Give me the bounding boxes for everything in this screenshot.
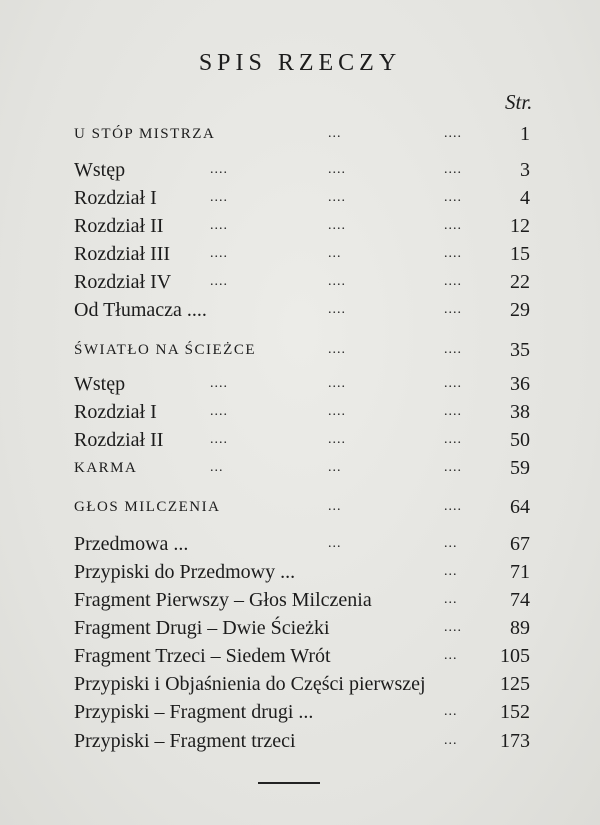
- dot-leader: ...: [444, 733, 458, 748]
- toc-entry-page: 59: [510, 457, 530, 479]
- dot-leader: ....: [210, 246, 228, 261]
- dot-leader: ...: [328, 499, 342, 514]
- toc-entry-label: GŁOS MILCZENIA: [74, 499, 221, 515]
- dot-leader: ....: [328, 376, 346, 391]
- toc-entry: [74, 727, 530, 755]
- toc-entry-label: Przedmowa ...: [74, 533, 189, 555]
- dot-leader: ....: [444, 620, 462, 635]
- toc-entry: [74, 614, 530, 642]
- toc-entry-label: Fragment Trzeci – Siedem Wrót: [74, 645, 331, 667]
- dot-leader: ....: [210, 274, 228, 289]
- page-title: SPIS RZECZY: [198, 50, 402, 76]
- toc-entry-page: 29: [510, 299, 530, 321]
- dot-leader: ....: [444, 162, 462, 177]
- dot-leader: ....: [444, 499, 462, 514]
- toc-entry-page: 12: [510, 215, 530, 237]
- toc-entry-label: Rozdział I: [74, 401, 157, 423]
- toc-entry-label: Rozdział III: [74, 243, 171, 265]
- dot-leader: ....: [444, 342, 462, 357]
- toc-entry-label: Przypiski – Fragment drugi ...: [74, 701, 314, 723]
- toc-entry-page: 38: [510, 401, 530, 423]
- dot-leader: ....: [210, 218, 228, 233]
- dot-leader: ....: [210, 432, 228, 447]
- toc-entry-label: ŚWIATŁO NA ŚCIEŻCE: [74, 342, 256, 358]
- toc-entry: [74, 586, 530, 614]
- dot-leader: ....: [328, 162, 346, 177]
- dot-leader: ...: [444, 564, 458, 579]
- dot-leader: ....: [328, 302, 346, 317]
- toc-entry-label: Przypiski – Fragment trzeci: [74, 730, 296, 752]
- toc-entry: [74, 698, 530, 726]
- toc-entry: [74, 670, 530, 698]
- dot-leader: ....: [328, 404, 346, 419]
- toc-entry-label: U STÓP MISTRZA: [74, 126, 216, 142]
- page-column-header: Str.: [505, 90, 533, 114]
- dot-leader: ....: [444, 404, 462, 419]
- toc-entry-label: Fragment Pierwszy – Głos Milczenia: [74, 589, 372, 611]
- toc-entry-label: Rozdział IV: [74, 271, 172, 293]
- toc-entry: [74, 426, 530, 454]
- closing-rule: [258, 782, 320, 784]
- toc-entry: [74, 398, 530, 426]
- dot-leader: ....: [328, 432, 346, 447]
- toc-entry-page: 74: [510, 589, 530, 611]
- dot-leader: ...: [444, 704, 458, 719]
- toc-entry: [74, 558, 530, 586]
- toc-entry-page: 125: [500, 673, 530, 695]
- dot-leader: ....: [444, 274, 462, 289]
- toc-entry-label: Rozdział II: [74, 215, 164, 237]
- dot-leader: ...: [328, 460, 342, 475]
- toc-entry-page: 50: [510, 429, 530, 451]
- toc-entry: [74, 493, 530, 521]
- dot-leader: ....: [328, 190, 346, 205]
- toc-entry-label: Wstęp: [74, 373, 126, 395]
- dot-leader: ....: [444, 246, 462, 261]
- toc-entry-label: KARMA: [74, 460, 138, 476]
- toc-entry: [74, 642, 530, 670]
- toc-entry-page: 71: [510, 561, 530, 583]
- toc-entry: [74, 240, 530, 268]
- toc-entry: [74, 184, 530, 212]
- dot-leader: ....: [444, 218, 462, 233]
- toc-entry-page: 36: [510, 373, 530, 395]
- toc-entry: [74, 336, 530, 364]
- toc-entry-label: Wstęp: [74, 159, 126, 181]
- dot-leader: ...: [210, 460, 224, 475]
- toc-entry-page: 22: [510, 271, 530, 293]
- toc-entry: [74, 212, 530, 240]
- toc-entry-label: Przypiski do Przedmowy ...: [74, 561, 296, 583]
- toc-entry: [74, 120, 530, 148]
- toc-entry-page: 35: [510, 339, 530, 361]
- dot-leader: ....: [210, 404, 228, 419]
- toc-entry: [74, 454, 530, 482]
- toc-entry: [74, 296, 530, 324]
- toc-entry-label: Od Tłumacza ....: [74, 299, 207, 321]
- toc-entry: [74, 530, 530, 558]
- toc-entry: [74, 370, 530, 398]
- toc-entry-page: 64: [510, 496, 530, 518]
- dot-leader: ....: [328, 342, 346, 357]
- dot-leader: ....: [328, 274, 346, 289]
- toc-entry-page: 89: [510, 617, 530, 639]
- toc-entry: [74, 156, 530, 184]
- dot-leader: ....: [444, 126, 462, 141]
- toc-entry-page: 105: [500, 645, 530, 667]
- dot-leader: ...: [444, 536, 458, 551]
- toc-entry-page: 173: [500, 730, 530, 752]
- dot-leader: ...: [444, 592, 458, 607]
- toc-entry-page: 1: [520, 123, 530, 145]
- toc-entry-page: 3: [520, 159, 530, 181]
- dot-leader: ....: [444, 460, 462, 475]
- dot-leader: ...: [444, 648, 458, 663]
- toc-entry-page: 15: [510, 243, 530, 265]
- dot-leader: ...: [328, 536, 342, 551]
- toc-entry-label: Przypiski i Objaśnienia do Części pierwszej: [74, 673, 426, 695]
- dot-leader: ....: [210, 376, 228, 391]
- dot-leader: ....: [444, 432, 462, 447]
- toc-entry-label: Rozdział I: [74, 187, 157, 209]
- dot-leader: ....: [210, 190, 228, 205]
- dot-leader: ....: [444, 376, 462, 391]
- dot-leader: ...: [328, 126, 342, 141]
- toc-entry-page: 152: [500, 701, 530, 723]
- toc-entry: [74, 268, 530, 296]
- dot-leader: ....: [444, 302, 462, 317]
- dot-leader: ....: [444, 190, 462, 205]
- toc-entry-label: Fragment Drugi – Dwie Ścieżki: [74, 617, 330, 639]
- toc-entry-page: 67: [510, 533, 530, 555]
- toc-entry-label: Rozdział II: [74, 429, 164, 451]
- toc-entry-page: 4: [520, 187, 530, 209]
- dot-leader: ....: [328, 218, 346, 233]
- dot-leader: ...: [328, 246, 342, 261]
- dot-leader: ....: [210, 162, 228, 177]
